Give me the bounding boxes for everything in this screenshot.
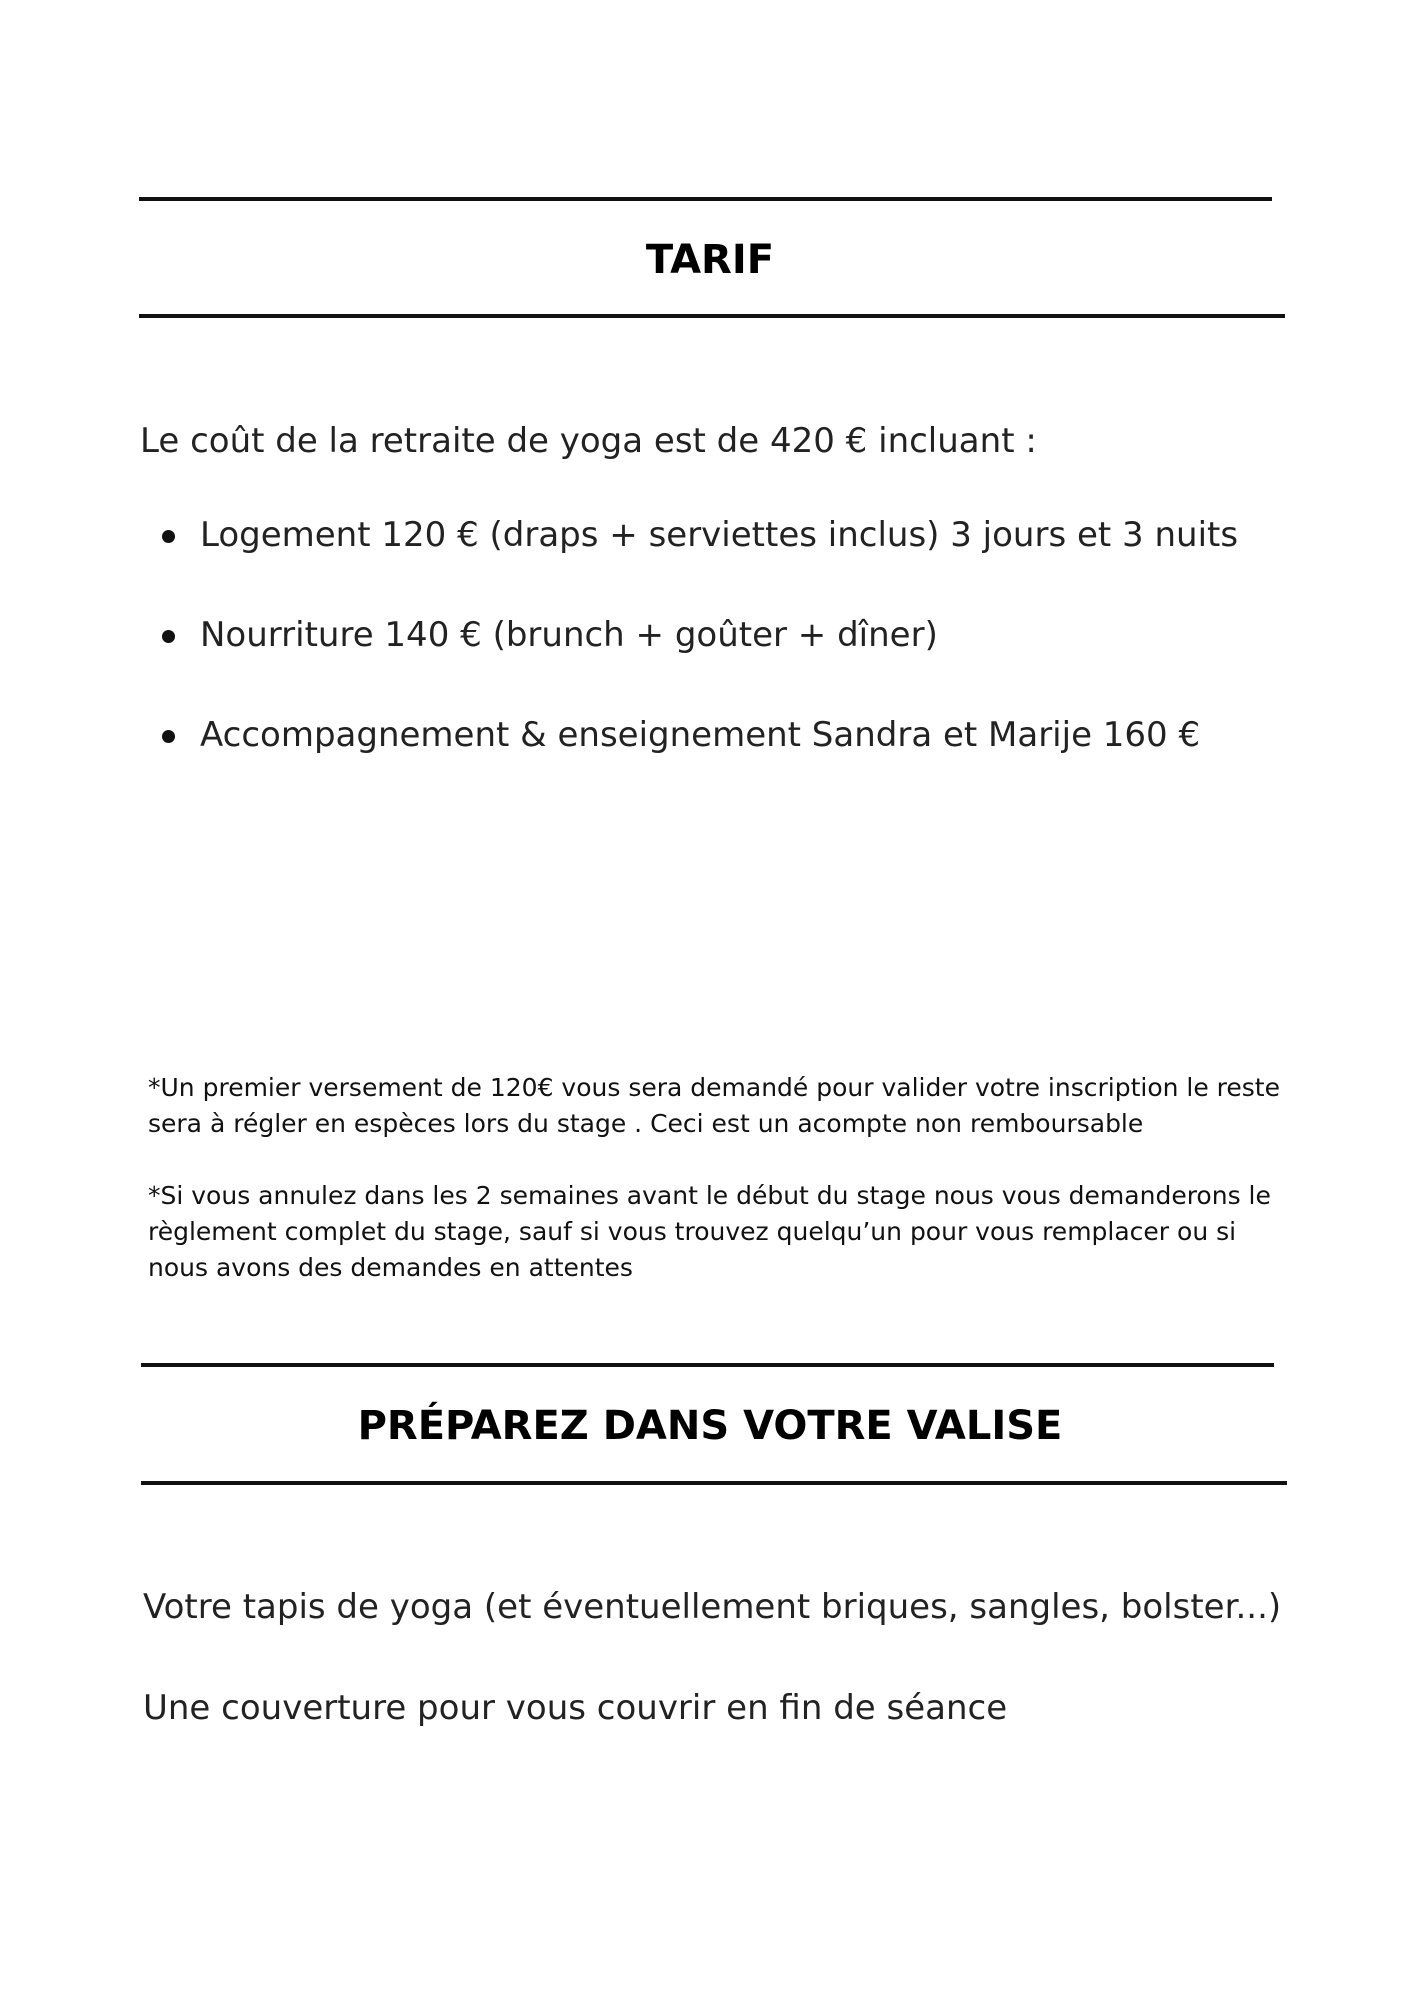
valise-bottom-rule <box>141 1481 1287 1485</box>
list-item <box>158 515 1238 615</box>
valise-title: PRÉPAREZ DANS VOTRE VALISE <box>357 1403 1063 1449</box>
valise-top-rule <box>141 1363 1274 1367</box>
tarif-title: TARIF <box>645 237 775 283</box>
tarif-item-nourriture: Nourriture 140 € (brunch + goûter + dîner) <box>200 615 938 655</box>
tarif-note-annulation: *Si vous annulez dans les 2 semaines avant le début du stage nous vous demanderons le règlement complet du stage, sauf si vous trouvez quelqu’un pour vous remplacer ou si nous avons des demandes en attentes <box>148 1181 1271 1282</box>
valise-item-tapis: Votre tapis de yoga (et éventuellement briques, sangles, bolster...) <box>143 1587 1282 1627</box>
tarif-intro: Le coût de la retraite de yoga est de 420 € incluant : <box>140 421 1037 461</box>
tarif-list <box>158 515 1238 815</box>
tarif-item-logement: Logement 120 € (draps + serviettes inclus) 3 jours et 3 nuits <box>200 515 1239 555</box>
bullet-icon <box>162 530 175 543</box>
bullet-icon <box>162 730 175 743</box>
tarif-item-accompagnement: Accompagnement & enseignement Sandra et Marije 160 € <box>200 715 1201 755</box>
tarif-top-rule <box>139 197 1272 201</box>
bullet-icon <box>162 630 175 643</box>
list-item <box>158 715 1238 815</box>
list-item <box>158 615 1238 715</box>
tarif-bottom-rule <box>139 314 1285 318</box>
valise-item-couverture: Une couverture pour vous couvrir en fin de séance <box>143 1688 1008 1728</box>
tarif-note-acompte: *Un premier versement de 120€ vous sera demandé pour valider votre inscription le reste sera à régler en espèces lors du stage . Ceci est un acompte non remboursable <box>148 1073 1280 1138</box>
